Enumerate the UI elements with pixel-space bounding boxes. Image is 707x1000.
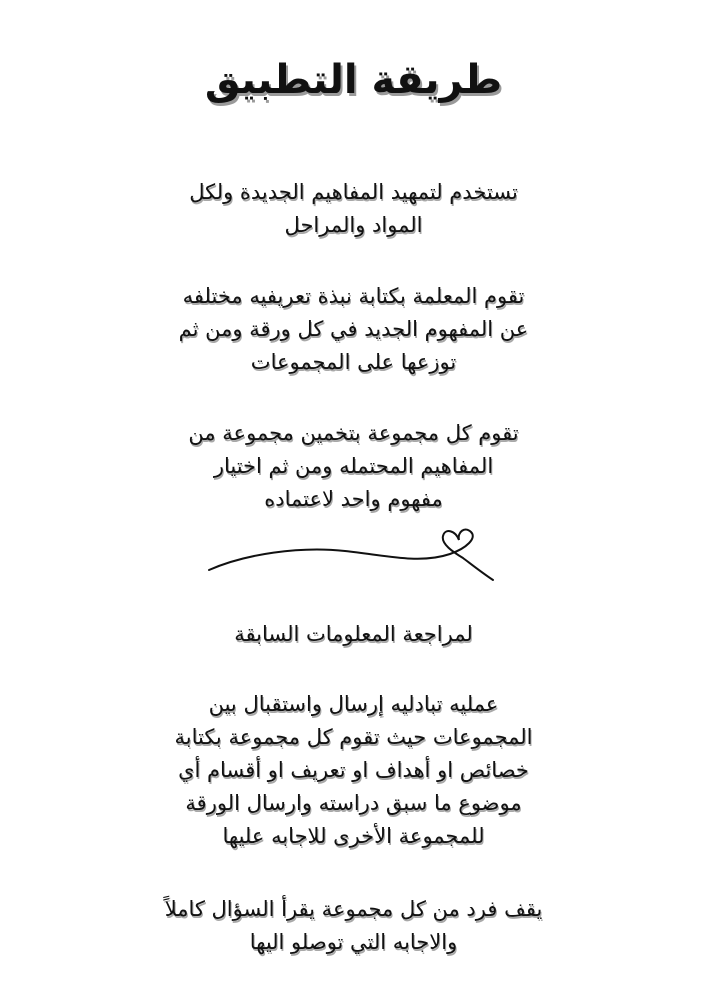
paragraph-reading-step [100, 893, 607, 959]
paragraph-line: عمليه تبادليه إرسال واستقبال بين [208, 692, 499, 716]
paragraph-teacher-step [100, 280, 607, 379]
heart-swirl-divider-icon [205, 524, 500, 586]
paragraph-line: المفاهيم المحتمله ومن ثم اختيار [213, 454, 494, 478]
paragraph-line: لمراجعة المعلومات السابقة [234, 622, 473, 646]
page-title: طريقة التطبيق [204, 57, 503, 103]
paragraph-line: تقوم المعلمة بكتابة نبذة تعريفيه مختلفه [182, 284, 525, 308]
paragraph-line: تستخدم لتمهيد المفاهيم الجديدة ولكل [189, 180, 518, 204]
paragraph-exchange-step [100, 688, 607, 853]
paragraph-line: يقف فرد من كل مجموعة يقرأ السؤال كاملاً [164, 897, 543, 921]
paragraph-line: عن المفهوم الجديد في كل ورقة ومن ثم [178, 317, 529, 341]
paragraph-line: المجموعات حيث تقوم كل مجموعة بكتابة [174, 725, 533, 749]
paragraph-line: مفهوم واحد لاعتماده [264, 487, 443, 511]
paragraph-line: للمجموعة الأخرى للاجابه عليها [222, 824, 485, 848]
paragraph-line: موضوع ما سبق دراسته وارسال الورقة [185, 791, 522, 815]
paragraph-line: توزعها على المجموعات [250, 350, 457, 374]
section-heading-review [100, 618, 607, 651]
paragraph-line: والاجابه التي توصلو اليها [249, 930, 458, 954]
paragraph-group-step [100, 417, 607, 516]
paragraph-line: تقوم كل مجموعة بتخمين مجموعة من [188, 421, 519, 445]
paragraph-usage [100, 176, 607, 242]
paragraph-line: المواد والمراحل [284, 213, 423, 237]
paragraph-line: خصائص او أهداف او تعريف او أقسام أي [178, 758, 529, 782]
